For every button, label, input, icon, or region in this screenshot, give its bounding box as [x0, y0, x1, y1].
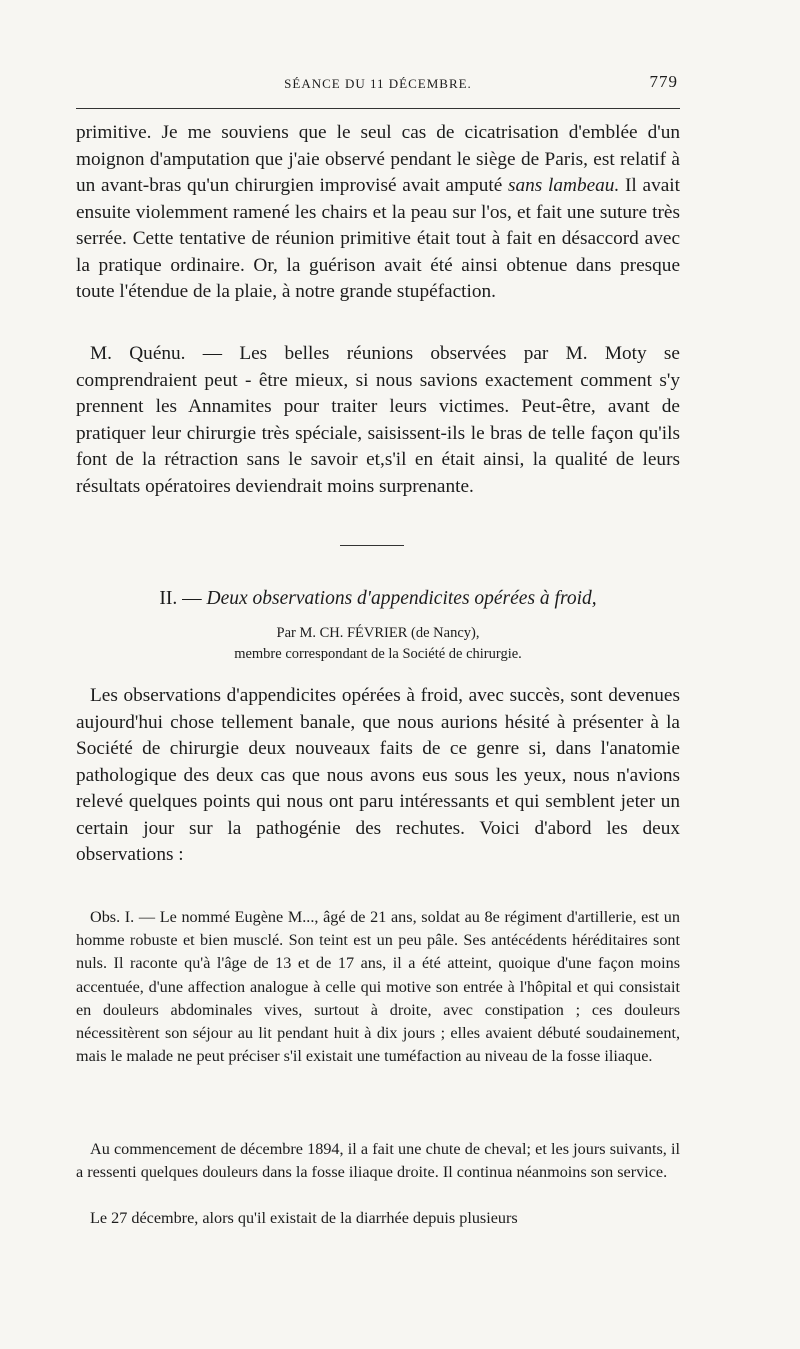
para2-text: — Les belles réunions observées par M. Moty se comprendraient peut - être mieux, si nous savions exactement comment s'y prennent les Annamites pour traiter leurs victimes. Peut-être, avant de pratiquer leur chirurgie très spéciale, saisissent-ils le bras de telle façon qu'ils font de la rétraction sans le savoir et,s'il en était ainsi, la qualité de leurs résultats opératoires deviendrait moins surprenante.: [76, 343, 680, 497]
speaker-name: M. Quénu.: [90, 343, 186, 364]
obs1-label: Obs. I.: [90, 908, 135, 926]
article-title: [76, 588, 680, 610]
article-title-text: Deux observations d'appendicites opérées à froid,: [206, 588, 597, 609]
article-number: II. —: [159, 588, 207, 609]
obs1-text: — Le nommé Eugène M..., âgé de 21 ans, soldat au 8e régiment d'artillerie, est un homme robuste et bien musclé. Son teint est un peu pâle. Ses antécédents héréditaires sont nuls. Il raconte qu'à l'âge de 13 et de 17 ans, il a été atteint, quoique d'une façon moins accentuée, d'une affection analogue à celle qui motive son entrée à l'hôpital et qui consistait en douleurs abdominales vives, surtout à droite, avec constipation ; ces douleurs nécessitèrent son séjour au lit pendant huit à dix jours ; elles avaient débuté soudainement, mais le malade ne peut préciser s'il existait une tuméfaction au niveau de la fosse iliaque.: [76, 908, 680, 1066]
paragraph-quenu: [76, 341, 680, 500]
paragraph-continuation: [76, 120, 680, 306]
para1-text-c: Il avait ensuite violemment ramené les chairs et la peau sur l'os, et fait une suture très serrée. Cette tentative de réunion primitive était tout à fait en désaccord avec la pratique ordinaire. Or, la guérison avait été ainsi obtenue dans presque toute l'étendue de la plaie, à notre grande stupéfaction.: [76, 175, 680, 302]
observation-1: [76, 906, 680, 1068]
section-separator: [340, 545, 404, 546]
byline-role: membre correspondant de la Société de chirurgie.: [234, 646, 522, 662]
observation-1-continued: Au commencement de décembre 1894, il a fait une chute de cheval; et les jours suivants, il a ressenti quelques douleurs dans la fosse iliaque droite. Il continua néanmoins son service.: [76, 1140, 680, 1182]
running-head: [76, 70, 680, 100]
page-number: 779: [649, 72, 678, 91]
observation-1-dec27: Le 27 décembre, alors qu'il existait de la diarrhée depuis plusieurs: [90, 1209, 518, 1227]
page: [76, 70, 680, 100]
running-title: SÉANCE DU 11 DÉCEMBRE.: [284, 76, 472, 91]
header-rule: [76, 108, 680, 109]
byline-author: Par M. CH. FÉVRIER (de Nancy),: [276, 625, 480, 641]
para1-italic: sans lambeau.: [508, 175, 620, 196]
byline: [76, 623, 680, 665]
para1-text-a: primitive. Je me souviens que le seul cas de cicatrisation d'emblée d'un moignon d'amputation que j'aie observé pendant le siège de Paris, est relatif à un avant-bras qu'un chirurgien improvisé avait amputé: [76, 122, 680, 196]
paragraph-intro: Les observations d'appendicites opérées à froid, avec succès, sont devenues aujourd'hui chose tellement banale, que nous aurions hésité à présenter à la Société de chirurgie deux nouveaux faits de ce genre si, dans l'anatomie pathologique des deux cas que nous avons eus sous les yeux, nous n'avions relevé quelques points qui nous ont paru intéressants et qui semblent jeter un certain jour sur la pathogénie des rechutes. Voici d'abord les deux observations :: [76, 685, 680, 865]
